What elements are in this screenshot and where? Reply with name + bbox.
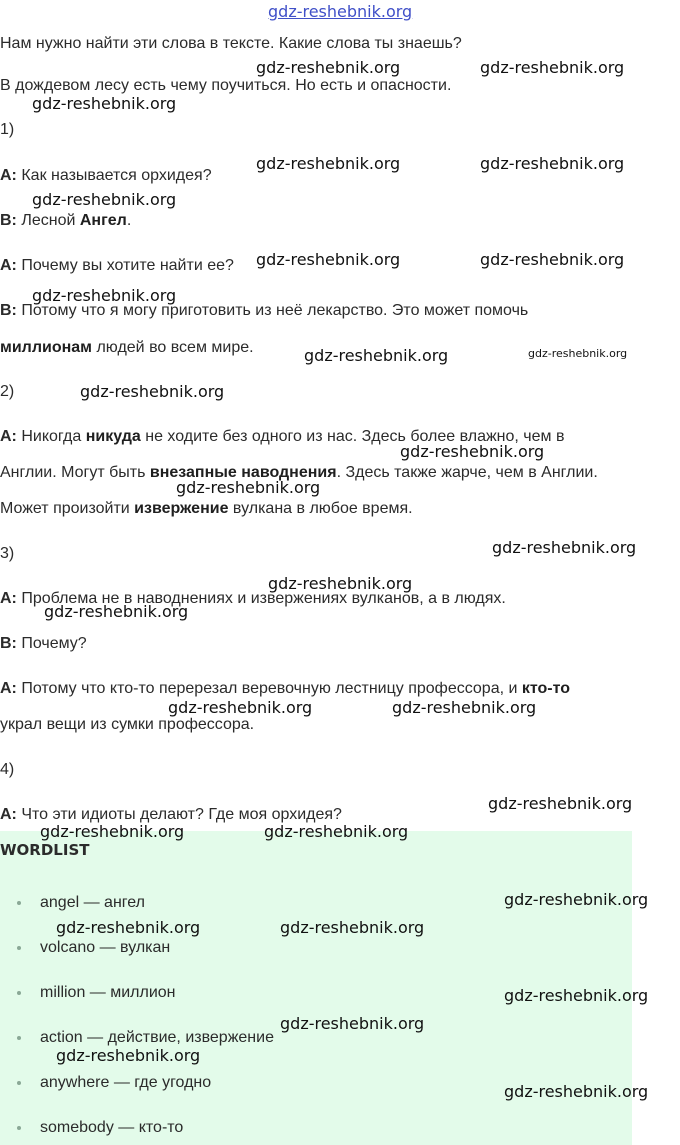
watermark: gdz-reshebnik.org — [480, 58, 625, 77]
line-text: Как называется орхидея? — [21, 167, 212, 184]
line-text: Что эти идиоты делают? Где моя орхидея? — [21, 806, 342, 823]
speaker-label: B: — [0, 212, 17, 229]
keyword: внезапные наводнения — [149, 464, 337, 481]
dialogue-line — [0, 715, 254, 735]
keyword: никуда — [85, 428, 141, 445]
watermark: gdz-reshebnik.org — [256, 250, 401, 269]
dialogue-line — [0, 256, 234, 276]
line-text: . — [126, 212, 132, 229]
watermark: gdz-reshebnik.org — [176, 478, 321, 497]
line-text: Почему вы хотите найти ее? — [21, 257, 234, 274]
watermark: gdz-reshebnik.org — [400, 442, 545, 461]
line-text: Лесной — [21, 212, 80, 229]
watermark: gdz-reshebnik.org — [304, 346, 449, 365]
section-1-number: 1) — [0, 121, 15, 138]
watermark: gdz-reshebnik.org — [40, 822, 185, 841]
bullet-icon — [17, 946, 21, 950]
line-text: Почему? — [21, 635, 87, 652]
line-text: Никогда — [21, 428, 86, 445]
wordlist-item-text: action — действие, извержение — [40, 1029, 274, 1046]
line-text: Потому что кто-то перерезал веревочную лестницу профессора, и — [21, 680, 522, 697]
watermark: gdz-reshebnik.org — [264, 822, 409, 841]
wordlist-item-text: volcano — вулкан — [40, 939, 171, 956]
line-text: вулкана в любое время. — [228, 500, 413, 517]
keyword: миллионам — [0, 339, 93, 356]
speaker-label: B: — [0, 635, 17, 652]
keyword: кто-то — [521, 680, 571, 697]
watermark: gdz-reshebnik.org — [32, 286, 177, 305]
bullet-icon — [17, 1126, 21, 1130]
subtitle-text: В дождевом лесу есть чему поучиться. Но есть и опасности. — [0, 77, 452, 94]
watermark: gdz-reshebnik.org — [56, 1046, 201, 1065]
watermark: gdz-reshebnik.org — [268, 574, 413, 593]
watermark: gdz-reshebnik.org — [56, 918, 201, 937]
wordlist-item — [40, 1073, 211, 1093]
section-4-number: 4) — [0, 761, 15, 778]
section-3-number: 3) — [0, 545, 15, 562]
watermark: gdz-reshebnik.org — [32, 94, 177, 113]
watermark: gdz-reshebnik.org — [32, 190, 177, 209]
watermark: gdz-reshebnik.org — [256, 58, 401, 77]
line-text: людей во всем мире. — [92, 339, 254, 356]
dialogue-line — [0, 634, 87, 654]
bullet-icon — [17, 1036, 21, 1040]
speaker-label: A: — [0, 428, 17, 445]
keyword: Ангел — [79, 212, 127, 229]
speaker-label: A: — [0, 680, 17, 697]
line-text: Может произойти — [0, 500, 135, 517]
line-text: Проблема не в наводнениях и извержениях вулканов, а в людях. — [21, 590, 506, 607]
dialogue-line — [0, 679, 570, 699]
wordlist-item — [40, 938, 170, 958]
speaker-label: B: — [0, 302, 17, 319]
line-text: не ходите без одного из нас. Здесь более влажно, чем в — [140, 428, 565, 445]
dialogue-line — [0, 211, 131, 231]
keyword: извержение — [134, 500, 229, 517]
section-2-number: 2) — [0, 383, 15, 400]
wordlist-item-text: somebody — кто-то — [40, 1119, 184, 1136]
bullet-icon — [17, 991, 21, 995]
wordlist-title: WORDLIST — [0, 841, 90, 859]
line-text: украл вещи из сумки профессора. — [0, 716, 255, 733]
speaker-label: A: — [0, 167, 17, 184]
wordlist-item — [40, 893, 145, 913]
dialogue-line — [0, 166, 212, 186]
wordlist-item-text: million — миллион — [40, 984, 176, 1001]
watermark: gdz-reshebnik.org — [504, 986, 649, 1005]
watermark: gdz-reshebnik.org — [280, 918, 425, 937]
watermark: gdz-reshebnik.org — [256, 154, 401, 173]
bullet-icon — [17, 901, 21, 905]
site-header-link[interactable]: gdz-reshebnik.org — [268, 2, 413, 21]
line-text: . Здесь также жарче, чем в Англии. — [336, 464, 598, 481]
bullet-icon — [17, 1081, 21, 1085]
watermark: gdz-reshebnik.org — [44, 602, 189, 621]
line-text: Англии. Могут быть — [0, 464, 150, 481]
watermark: gdz-reshebnik.org — [488, 794, 633, 813]
watermark: gdz-reshebnik.org — [392, 698, 537, 717]
dialogue-line — [0, 338, 254, 358]
dialogue-line — [0, 499, 413, 519]
watermark: gdz-reshebnik.org — [480, 250, 625, 269]
watermark: gdz-reshebnik.org — [504, 1082, 649, 1101]
speaker-label: A: — [0, 257, 17, 274]
wordlist-item — [40, 1028, 274, 1048]
wordlist-item-text: anywhere — где угодно — [40, 1074, 212, 1091]
watermark: gdz-reshebnik.org — [480, 154, 625, 173]
wordlist-item — [40, 1118, 183, 1138]
line-text: Потому что я могу приготовить из неё лекарство. Это может помочь — [21, 302, 529, 319]
watermark: gdz-reshebnik.org — [528, 347, 628, 360]
watermark: gdz-reshebnik.org — [168, 698, 313, 717]
wordlist-item — [40, 983, 176, 1003]
speaker-label: A: — [0, 806, 17, 823]
watermark: gdz-reshebnik.org — [492, 538, 637, 557]
watermark: gdz-reshebnik.org — [504, 890, 649, 909]
watermark: gdz-reshebnik.org — [280, 1014, 425, 1033]
speaker-label: A: — [0, 590, 17, 607]
wordlist-item-text: angel — ангел — [40, 894, 145, 911]
watermark: gdz-reshebnik.org — [80, 382, 225, 401]
intro-text: Нам нужно найти эти слова в тексте. Какие слова ты знаешь? — [0, 35, 462, 52]
